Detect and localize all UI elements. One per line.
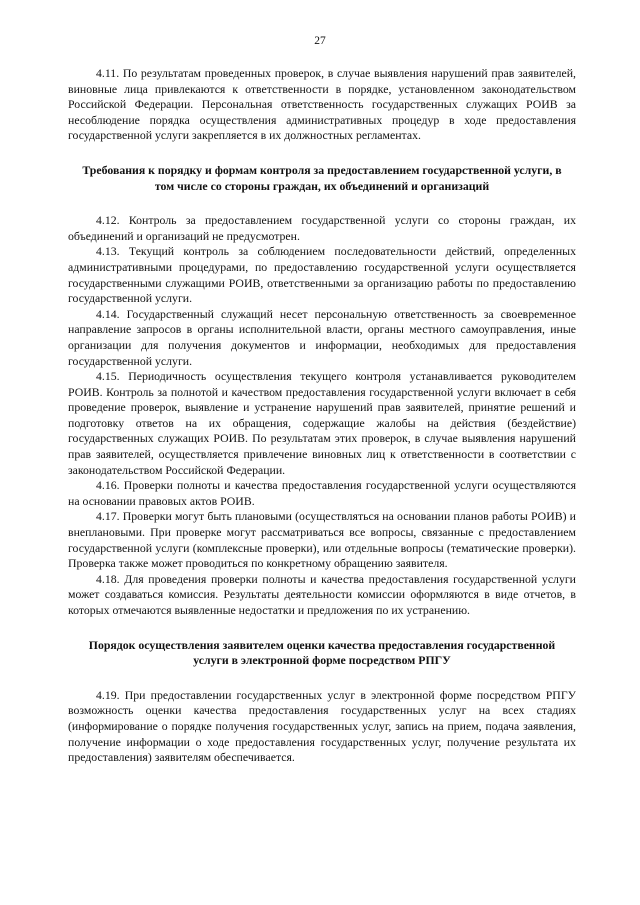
paragraph-4-19: 4.19. При предоставлении государственных услуг в электронной форме посредством РПГУ возможность оценки качества предоставления государственных услуг на всех стадиях (информирование о порядке получения государственных услуг, запись на прием, подача заявления, получение информации о ходе предоставления государственных услуг, получение результата их предоставления) заявителям обеспечивается. (68, 687, 576, 765)
paragraph-4-17: 4.17. Проверки могут быть плановыми (осуществляться на основании планов работы РОИВ) и внеплановыми. При проверке могут рассматриваться все вопросы, связанные с предоставлением государственной услуги (комплексные проверки), или отдельные вопросы (тематические проверки). Проверка также может проводиться по конкретному обращению заявителя. (68, 509, 576, 571)
paragraph-4-14: 4.14. Государственный служащий несет персональную ответственность за своевременное направление запросов в органы исполнительной власти, органы местного самоуправления, иные организации для получения документов и информации, необходимых для предоставления государственной услуги. (68, 306, 576, 368)
spacer (68, 619, 576, 638)
paragraph-4-12: 4.12. Контроль за предоставлением государственной услуги со стороны граждан, их объединений и организаций не предусмотрен. (68, 213, 576, 243)
paragraph-4-15: 4.15. Периодичность осуществления текущего контроля устанавливается руководителем РОИВ. Контроль за полнотой и качеством предоставления государственной услуги включает в себя проведение проверок, выявление и устранение нарушений прав заявителей, принятие решений и подготовку ответов на их обращения, содержащие жалобы на действия (бездействие) государственных служащих РОИВ. По результатам этих проверок, в случае выявления нарушений прав заявителей, осуществляется привлечение виновных лиц к ответственности в соответствии с законодательством Российской Федерации. (68, 369, 576, 477)
paragraph-4-11: 4.11. По результатам проведенных проверок, в случае выявления нарушений прав заявителей, виновные лица привлекаются к ответственности в порядке, установленном законодательством Российской Федерации. Персональная ответственность государственных служащих РОИВ за несоблюдение порядка осуществления административных процедур в ходе предоставления государственной услуги закрепляется в их должностных регламентах. (68, 66, 576, 143)
document-body (68, 66, 576, 766)
paragraph-4-13: 4.13. Текущий контроль за соблюдением последовательности действий, определенных административными процедурами, по предоставлению государственной услуги осуществляется государственными служащими РОИВ, ответственными за организацию работы по предоставлению государственной услуги. (68, 244, 576, 306)
spacer (68, 194, 576, 213)
page-number: 27 (314, 35, 326, 47)
section-heading-quality-assessment: Порядок осуществления заявителем оценки качества предоставления государственной услуги в электронной форме посредством РПГУ (88, 637, 556, 668)
spacer (68, 144, 576, 163)
paragraph-4-16: 4.16. Проверки полноты и качества предоставления государственной услуги осуществляются на основании правовых актов РОИВ. (68, 478, 576, 508)
section-heading-control-requirements: Требования к порядку и формам контроля за предоставлением государственной услуги, в том числе со стороны граждан, их объединений и организаций (82, 162, 562, 193)
spacer (68, 669, 576, 688)
paragraph-4-18: 4.18. Для проведения проверки полноты и качества предоставления государственной услуги может создаваться комиссия. Результаты деятельности комиссии оформляются в виде отчетов, в которых отмечаются выявленные недостатки и предложения по их устранению. (68, 571, 576, 617)
